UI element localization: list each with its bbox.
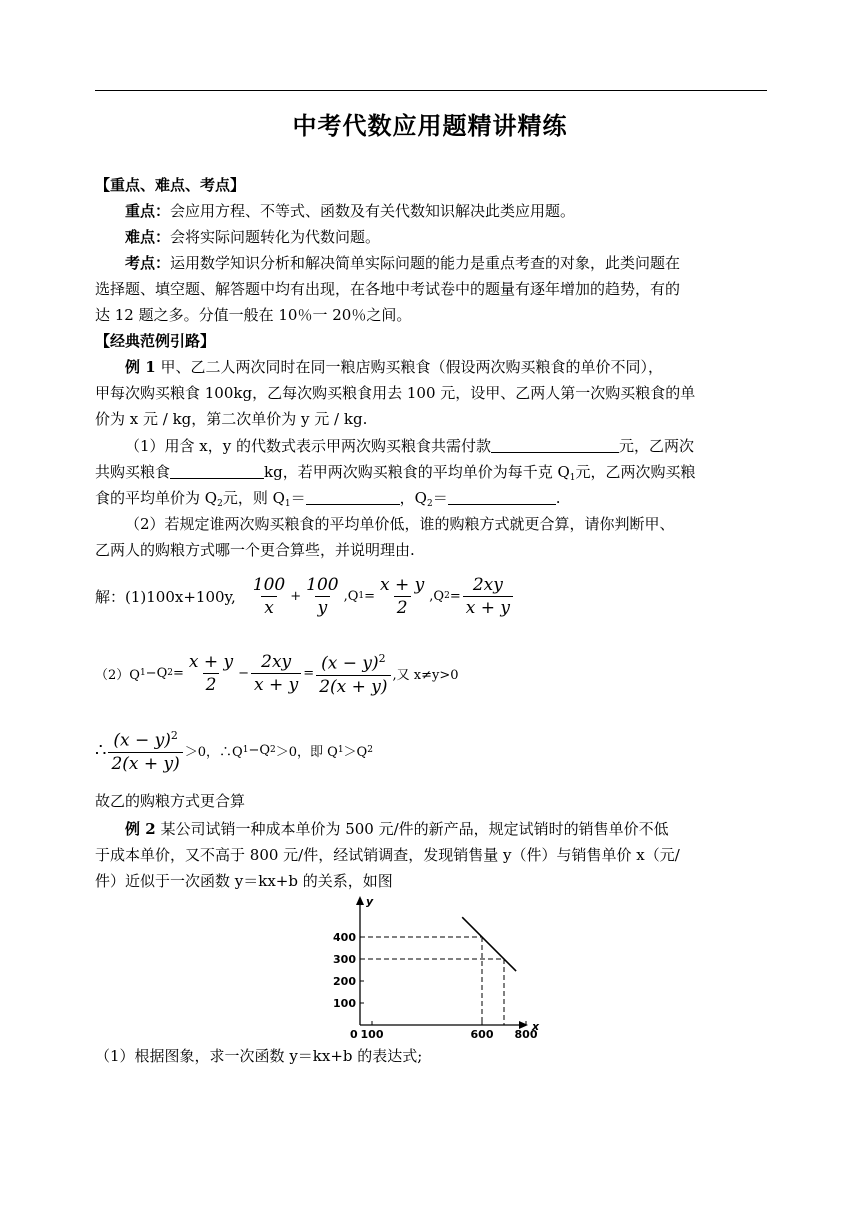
fraction-harmonic: $\frac{2xy}{x + y}$ [251,651,301,696]
example2-line1: 例 2 某公司试销一种成本单价为 500 元/件的新产品，规定试销时的销售单价不低 [125,820,669,838]
fraction-q1: $\frac{x + y}{2}$ [380,574,425,618]
question2-line1: （2）若规定谁两次购买粮食的平均单价低，谁的购粮方式就更合算，请你判断甲、 [125,515,675,533]
solution-conclusion: 故乙的购粮方式更合算 [95,792,246,810]
solution-line-2: （2）Q 1 −Q 2 = $\frac{x + y}{2}$ − $\frac{2xy}{x + y}$ = $\frac{(x - y)^2}{2(x + y)}$ ,又 x≠y>0 [95,647,459,699]
exam-text-1: 运用数学知识分析和解决简单实际问题的能力是重点考查的对象，此类问题在 [170,254,681,272]
difficulty-label: 难点： [125,228,171,246]
solution-line-1: 解：(1)100x+100y, $\frac{100}{x}$ + $\frac{100}{y}$ ,Q 1 = $\frac{x + y}{2}$ ,Q 2 = $\frac{2xy}{x + y}$ [95,570,515,622]
answer-blank-2[interactable] [170,462,264,479]
fraction-difference: $\frac{(x - y)^2}{2(x + y)}$ [316,648,390,698]
key-text: 会应用方程、不等式、函数及有关代数知识解决此类应用题。 [170,202,576,220]
page-title: 中考代数应用题精讲精练 [292,112,568,140]
y-axis-label: y [366,895,374,908]
question2-line2: 乙两人的购粮方式哪一个更合算些，并说明理由. [95,541,415,559]
example1-line2: 甲每次购买粮食 100kg，乙每次购买粮食用去 100 元，设甲、乙两人第一次购买粮食的单 [95,384,696,402]
section-heading-key-points: 【重点、难点、考点】 [95,176,246,194]
example1-line1: 例 1 甲、乙二人两次同时在同一粮店购买粮食（假设两次购买粮食的单价不同）， [125,358,663,376]
y-tick-label: 300 [333,953,356,966]
fraction-half-sum: $\frac{x + y}{2}$ [188,651,234,695]
function-line [462,917,516,971]
exam-point-line [95,250,797,276]
solution-line-3: ∴ $\frac{(x - y)^2}{2(x + y)}$ ＞0，∴Q 1 −Q 2 ＞0，即 Q 1 ＞Q 2 [95,722,373,778]
example2-question1: （1）根据图象，求一次函数 y＝kx+b 的表达式; [95,1047,423,1065]
question1-line3: 食的平均单价为 $Q_2$元，则 $Q_1=$ ，$Q_2=$ . [95,489,561,509]
example1-line3: 价为 x 元 / kg，第二次单价为 y 元 / kg. [95,410,368,428]
example1-label: 例 1 [125,358,156,376]
fraction-difference-2: $\frac{(x - y)^2}{2(x + y)}$ [108,725,182,775]
difficulty-text: 会将实际问题转化为代数问题。 [170,228,381,246]
y-axis-arrow-icon [356,896,364,905]
difficulty-line [95,224,797,250]
answer-blank-4[interactable] [448,488,556,505]
x-tick-label: 800 [514,1028,538,1040]
linear-function-graph [320,890,540,1040]
key-label: 重点： [125,202,171,220]
example2-line2: 于成本单价，又不高于 800 元/件，经试销调查，发现销售量 y（件）与销售单价 x（元/ [95,846,680,864]
answer-blank-1[interactable] [491,436,619,453]
exam-text-2: 选择题、填空题、解答题中均有出现，在各地中考试卷中的题量有逐年增加的趋势，有的 [95,280,681,298]
question1-line2: 共购买粮食 kg，若甲两次购买粮食的平均单价为每千克 $Q_1$元，乙两次购买粮 [95,463,696,483]
x-axis-label: x [532,1020,540,1033]
origin-label: 0 [350,1028,358,1040]
question1-line1: （1）用含 x，y 的代数式表示甲两次购买粮食共需付款 元，乙两次 [125,437,695,455]
fraction-100-over-x: $\frac{100}{x}$ [252,574,286,618]
exam-label: 考点： [125,254,171,272]
example2-label: 例 2 [125,820,156,838]
exam-text-3: 达 12 题之多。分值一般在 10％一 20％之间。 [95,306,412,324]
answer-blank-3[interactable] [306,488,400,505]
header-rule [95,90,767,91]
example2-line3: 件）近似于一次函数 y＝kx+b 的关系，如图 [95,872,393,890]
section-heading-examples: 【经典范例引路】 [95,332,216,350]
fraction-100-over-y: $\frac{100}{y}$ [306,574,339,618]
y-tick-label: 100 [333,997,356,1010]
key-point-line [95,198,797,224]
y-tick-label: 200 [333,975,356,988]
fraction-q2: $\frac{2xy}{x + y}$ [463,574,513,619]
x-tick-label: 600 [470,1028,494,1040]
x-tick-label: 100 [360,1028,384,1040]
y-tick-label: 400 [333,931,356,944]
